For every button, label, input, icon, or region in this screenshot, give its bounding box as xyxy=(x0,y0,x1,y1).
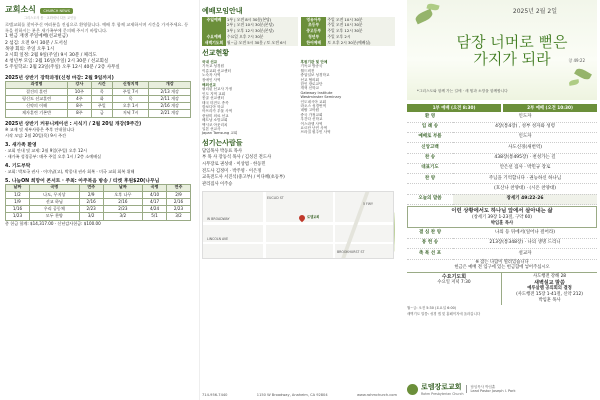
dawn-sermon-ref: (사도행전 15장 1-41절, 신약 212) xyxy=(516,292,583,298)
order-value: (호산나 찬양대) · (시온 찬양대) xyxy=(453,184,597,194)
map-label: W BROADWAY xyxy=(207,217,230,222)
announcement-item: 5 주일학교: 2월 23일(주일) 오후 12시 40분 / 2층 사무실 xyxy=(5,65,120,71)
table-header: 곡명 xyxy=(29,184,79,191)
table-cell: 8주 xyxy=(68,103,92,110)
schedule-value: 월~금 오전 5시 30분 / 토 오전 6시 xyxy=(226,40,298,46)
service-time: 수요일 저녁 7:30 xyxy=(437,280,471,286)
table-cell: 4/17 xyxy=(143,198,167,205)
leaf-icon xyxy=(414,9,434,25)
leader-item: 관리집사 이주승 xyxy=(202,181,233,187)
table-row xyxy=(6,198,191,205)
order-value: 주님을 기억합니다 · 권능하신 하나님 xyxy=(453,174,597,184)
leader-item: 부 목 사 장동석 목사 / 김성진 전도사 xyxy=(202,155,272,161)
dawn-note: 새벽기도 말씀: 성경 앱 및 홈페이지에 올라갑니다 xyxy=(407,311,481,316)
order-value: 438장(통495장) · 천성가는 길 xyxy=(453,153,597,163)
list-item: 베트남 소망교회 xyxy=(202,118,228,123)
order-label: 예배로 부름 xyxy=(407,132,453,142)
list-item: 한인 장로교단 xyxy=(300,81,323,86)
table-header: 곡명 xyxy=(143,184,167,191)
note-line: ※ 잠는 다함이 열려있습니다 xyxy=(475,259,529,265)
list-item: Westminster Seminary xyxy=(300,95,342,100)
church-brand xyxy=(407,382,597,396)
table-header: 개강 xyxy=(149,81,191,88)
list-item: 라오스 성경번역 xyxy=(300,103,326,108)
order-value: 213장(통348장) · 나의 생명 드리니 xyxy=(453,238,597,248)
class-line: 시작 모임: 2월 20일(목) 9시 주간 xyxy=(5,132,67,138)
leader-item: 교육전도사 서진석(중고부) / 이다혜(초등부) xyxy=(202,175,285,181)
table-cell: 8주 xyxy=(68,110,92,117)
school-schedule xyxy=(301,17,395,46)
table-cell: 1/2 xyxy=(6,191,30,198)
table-cell: 목 xyxy=(91,88,112,95)
announcement-item: 1 헌금 재생 주일예배(선교헌금) xyxy=(5,34,68,40)
table-row xyxy=(407,132,597,142)
table-cell: 4/10 xyxy=(143,191,167,198)
schedule-value: 주일 오후 2시 xyxy=(326,34,395,40)
weekday-services xyxy=(407,272,597,305)
church-name: 로뎀장로교회 xyxy=(421,383,462,391)
table-row xyxy=(407,163,597,173)
table-row xyxy=(6,103,191,110)
schedule-label: 영유아부 xyxy=(301,17,326,23)
bulletin-date: 2025년 2월 2일 xyxy=(512,8,557,15)
table-cell: 오후 1시 xyxy=(112,103,149,110)
schedule-value: 2부 | 오전 10시 30분(본당) xyxy=(226,23,298,29)
table-header: 강사 xyxy=(68,81,92,88)
list-item: Gateway Institute xyxy=(300,90,333,95)
dawn-sermon-title: 예루살렘 공의회의 결정 xyxy=(527,286,572,292)
leaders-list xyxy=(202,149,395,189)
sermon-series-title xyxy=(437,34,587,68)
service-tabs xyxy=(407,104,597,112)
table-row xyxy=(407,229,597,239)
table-cell: 1/9 xyxy=(6,198,30,205)
map-label: 로뎀교회 xyxy=(307,215,320,220)
newcomer-title: 3. 새가족 환영 xyxy=(5,142,37,148)
greeting-text: 로뎀교회를 찾아주신 여러분을 진심으로 환영합니다. 예배 후 함께 교제하시며 시간을 가져주세요. 등록을 원하시는 분은 새가족부에 문의해 주시기 바랍니다. xyxy=(5,22,189,34)
table-cell: 금 xyxy=(91,110,112,117)
table-row xyxy=(6,110,191,117)
schedule-label: 수요예배 xyxy=(202,34,226,40)
table-cell: 3/2 xyxy=(79,213,103,220)
list-item: 개혁 신학교 xyxy=(300,86,319,91)
table-cell: 나도, 무지상 xyxy=(29,191,79,198)
sermon-box xyxy=(407,206,597,228)
mission-head: 해외선교 xyxy=(202,82,216,87)
schedule-value: 주일 오전 10시 30분 xyxy=(326,17,395,23)
schedule-value: 주일 오후 12시 30분 xyxy=(326,29,395,35)
order-label: 봉 헌 송 xyxy=(407,238,453,248)
table-cell: 목 xyxy=(112,96,149,103)
schedule-label: 새벽기도회 xyxy=(202,40,226,46)
table-cell: 1/23 xyxy=(6,213,30,220)
title-line: 담장 너머로 뻗은 xyxy=(456,33,568,51)
table-cell: 결건의 훈련 xyxy=(6,88,68,95)
list-item: 인도 지역 교회 xyxy=(202,91,226,96)
table-cell: 오후 나무 xyxy=(103,191,142,198)
list-item: 멕시코 아웃리치 xyxy=(202,122,228,127)
dawn-preacher: 박임훈 목사 xyxy=(538,298,561,304)
table-row xyxy=(407,184,597,194)
order-label: 환 영 xyxy=(407,112,453,122)
map-label: EUCLID ST xyxy=(267,196,284,201)
church-logo-icon xyxy=(407,384,418,395)
sermon-ref: (창세기 39장 1-23절, 구약 60) xyxy=(472,215,532,221)
news-subtitle: 그리스도의 몸 · 교회에서 다음 교인들 xyxy=(24,16,77,20)
news-column xyxy=(0,0,195,400)
table-row xyxy=(6,213,191,220)
church-name-en: Rohm Presbyterian Church xyxy=(421,392,464,396)
list-item: 선교 협의회 xyxy=(300,77,319,82)
table-cell: 5/1 xyxy=(143,213,167,220)
order-of-worship xyxy=(407,112,597,205)
worship-schedule xyxy=(202,17,298,46)
table-cell: 4주 xyxy=(68,96,92,103)
table-cell: 2/16 xyxy=(103,198,142,205)
list-item: 노숙자 사역 xyxy=(202,73,221,78)
service-heading: 수요기도회 xyxy=(441,274,467,281)
table-cell: 2/9 xyxy=(167,191,191,198)
concert-title: 5. 나눔ON 희망어 콘서트 · 주최: 아주복음 방송 / 티켓 후원$20(나무님 xyxy=(5,178,160,184)
service-sub: 사도행전 강해 28 xyxy=(532,274,567,280)
list-item: 우간다 신학교 xyxy=(300,117,323,122)
list-item: 중남미 의료 선교 xyxy=(202,113,229,118)
table-row xyxy=(407,143,597,153)
prayer-title: 4. 기도부탁 xyxy=(5,163,31,169)
order-label: 대표기도 xyxy=(407,163,453,173)
list-item: 아프리카 우물 사역 xyxy=(202,109,233,114)
phone-text: 714-956-7440 xyxy=(202,393,228,397)
service-heading: 새벽설교 말씀 xyxy=(534,280,565,287)
prayer-text: · 교회: 박보국 권사 · 이미남(고), 박종내 권사 회복 · 미국 교회 회복 위해 xyxy=(5,168,135,174)
dawn-service xyxy=(502,273,597,305)
order-label xyxy=(407,184,453,194)
list-item: 이스라엘 사역 xyxy=(300,121,323,126)
table-cell: 신약의 이해 xyxy=(6,103,68,110)
announcement-item: 3 시회 일정: 2월 9일(주일) 9시 30분 / 체리도 xyxy=(5,53,97,59)
order-value: 4장(통4장) , 성부 성자와 성령 xyxy=(453,122,597,132)
table-row xyxy=(6,206,191,213)
news-badge: CHURCH NEWS xyxy=(40,8,73,14)
worship-order-column xyxy=(404,0,600,400)
table-cell: 2/11 개강 xyxy=(149,96,191,103)
list-item: 캄보디아 학교 xyxy=(202,104,224,109)
cover-note: *그리스도와 함께 가는 길에 · 새 힘과 소망을 함께합니다 xyxy=(417,89,508,93)
table-row xyxy=(6,88,191,95)
schedule-label: 주일예배 xyxy=(202,17,226,23)
order-value: 안은선 집사 · 박민규 장로 xyxy=(453,163,597,173)
tab-second-service[interactable]: 2부 예배 (오전 10:30) xyxy=(503,104,597,112)
announcement-item: 4 청년부 모임: 2월 16일(주일) 2시 30분 / 선교회실 xyxy=(5,59,109,65)
order-label: 찬 송 xyxy=(407,153,453,163)
list-item: 인도네시아 교회 xyxy=(300,99,326,104)
table-cell: 2/16 xyxy=(167,198,191,205)
map-label: 5 FWY xyxy=(363,202,373,207)
table-cell: 선교 하님 xyxy=(29,198,79,205)
table-cell: 2/21 개강 xyxy=(149,110,191,117)
info-column xyxy=(199,0,399,400)
list-item: 일본 선교사 xyxy=(202,127,221,131)
list-item: 이름교회 선교센터 xyxy=(202,68,231,73)
pastor-info xyxy=(466,385,515,394)
list-item: 중국 가정교회 xyxy=(300,112,323,117)
cover-banner xyxy=(407,0,597,100)
table-cell: 화 xyxy=(91,96,112,103)
order-value: 사도신경(새번역) xyxy=(453,143,597,153)
address-text: 1150 W Broadway, Anaheim, CA 92804 xyxy=(256,393,328,397)
table-cell: 2/16 xyxy=(79,198,103,205)
news-title: 교회소식 xyxy=(5,5,36,14)
table-cell: 1/16 xyxy=(6,206,30,213)
table-cell: 4/24 xyxy=(143,206,167,213)
announcement-list xyxy=(5,34,191,71)
table-cell: 2/16 개강 xyxy=(149,103,191,110)
course-table xyxy=(5,81,191,118)
table-cell: 평신도 선교훈련 xyxy=(6,96,68,103)
order-label: 오늘의 말씀 xyxy=(407,194,453,204)
order-value: 설교자 xyxy=(453,249,597,259)
list-item: 태국 미전도 종족 xyxy=(202,100,229,105)
table-cell: 주일 xyxy=(91,103,112,110)
schedule-value: 주일 오전 10시 30분 xyxy=(326,23,395,29)
table-header: 과정명 xyxy=(6,81,68,88)
preacher-name: 박임훈 목사 xyxy=(490,220,514,226)
order-value: 창세기 49:22-26 xyxy=(453,194,597,204)
order-value: 인도자 xyxy=(453,112,597,122)
table-row xyxy=(6,96,191,103)
schedule-label: 중고등부 xyxy=(301,29,326,35)
pastor-en: Lead Pastor Joseph I. Park xyxy=(470,389,516,393)
mission-title: 선교현황 xyxy=(202,48,230,57)
table-row xyxy=(407,249,597,259)
table-cell: 제자훈련 기본반 xyxy=(6,110,68,117)
mission-head: 후원기관 및 단체 xyxy=(300,59,328,64)
class-title: 2025년 상반기 커뮤니케이션 : 시식기 / 2월 20일 개강(9주간) xyxy=(5,121,142,127)
schedule-value: 수요일 오후 7시 30분 xyxy=(226,34,298,40)
class-line: ※ 교재 및 세부사항은 추후 안내합니다 xyxy=(5,126,75,132)
list-item: 기독교 방송국 xyxy=(300,64,323,69)
mission-list xyxy=(202,59,395,136)
schedule-label: 한어예배 xyxy=(301,40,326,46)
schedule-value: 토 오후 2시 30분(예배실) xyxy=(326,40,395,46)
table-cell: 2/23 xyxy=(167,206,191,213)
dawn-time: 월~금: 오전 5:30 (토요일 6:00) xyxy=(407,306,457,311)
table-cell: 저녁 7시 xyxy=(112,110,149,117)
table-header: 신청지역 xyxy=(112,81,149,88)
table-cell: 10주 xyxy=(68,88,92,95)
schedule-label: 초등부 xyxy=(301,23,326,29)
leaf-icon xyxy=(569,79,580,86)
list-item: 브라질 원주민 사역 xyxy=(300,130,331,135)
table-row xyxy=(6,191,191,198)
course-table-title: 2025년 상반기 장학과정(신청 마감: 2월 9일까지) xyxy=(5,75,114,81)
order-label: 결 심 찬 양 xyxy=(407,229,453,239)
order-label: 입 례 송 xyxy=(407,122,453,132)
table-cell: 2/9 xyxy=(79,191,103,198)
order-value: 인도자 xyxy=(453,132,597,142)
list-item: 네팔 고아원 xyxy=(300,108,319,113)
newcomer-line: · 새가족 성경공부: 매주 주일 오후 1시 / 2층 소예배실 xyxy=(5,153,102,159)
table-row xyxy=(407,174,597,184)
table-cell: 우리 공동체 xyxy=(29,206,79,213)
table-cell: 2/23 xyxy=(79,206,103,213)
pastor-ko: 담임목사 박임훈 xyxy=(470,384,496,389)
table-cell: 주일 7시 xyxy=(112,88,149,95)
contact-footer xyxy=(202,393,397,397)
newcomer-line: · 교회 안내 및 교제: 2월 9일(주일) 오후 12시 xyxy=(5,147,88,153)
schedule-value: 3부 | 오후 12시 30분(본당) xyxy=(226,29,298,35)
sermon-title: 이런 상황에서도 하나님 앞에서 살아내는 삶 xyxy=(451,208,553,215)
offering-total: 총 헌금 합계: $14,317.00 · 신년감사헌금: $100.00 xyxy=(5,220,101,226)
table-cell: 모두 찬양 xyxy=(29,213,79,220)
schedule-label: 청년부 xyxy=(301,34,326,40)
note-line: 헌금은 예배 전 입구에 있는 헌금함에 넣어주십시오 xyxy=(454,265,550,271)
table-header: 시간 xyxy=(91,81,112,88)
table-cell: 3/2 xyxy=(167,213,191,220)
order-label: 축 복 선 포 xyxy=(407,249,453,259)
table-header: 날짜 xyxy=(103,184,142,191)
leaders-title: 섬기는사람들 xyxy=(202,138,243,147)
leader-item: 시무장로 권성대 · 이상범 · 한동민 xyxy=(202,162,266,167)
table-cell: 2/13 개강 xyxy=(149,88,191,95)
table-row xyxy=(407,122,597,132)
list-item: 필리핀 선교사 가정 xyxy=(202,87,233,92)
tab-first-service[interactable]: 1부 예배 (오전 8:30) xyxy=(407,104,501,112)
map-label: BROOKHURST ST xyxy=(337,250,365,255)
table-cell: 2/23 xyxy=(103,206,142,213)
map-label: LINCOLN AVE xyxy=(207,237,229,242)
table-row xyxy=(407,238,597,248)
list-item: 요르단 난민 사역 xyxy=(300,126,328,130)
scripture-ref: 창 49:22 xyxy=(568,58,585,63)
list-item: Japan Tamsung 교회 xyxy=(202,131,238,136)
announcement-item: 2 섬김: 오전 9시 30분 / 도서실 xyxy=(5,40,68,46)
table-header: 연주 xyxy=(79,184,103,191)
order-label: 신앙고백 xyxy=(407,143,453,153)
website-link[interactable]: www.rohmchurch.com xyxy=(356,393,397,397)
table-row xyxy=(407,153,597,163)
location-map[interactable] xyxy=(202,191,394,259)
leader-item: 전도사 김정미 · 박주영 · 이은정 xyxy=(202,168,262,174)
table-row xyxy=(407,194,597,204)
wednesday-service xyxy=(407,273,502,305)
title-line: 가지가 되라 xyxy=(473,50,551,68)
announcement-item: 목양 회의: 주일 오후 1시 xyxy=(5,46,55,52)
offering-table xyxy=(5,184,191,221)
table-header: 연주 xyxy=(167,184,191,191)
map-pin-icon xyxy=(298,214,306,222)
list-item: 몽골 선교센터 xyxy=(202,96,224,101)
table-row xyxy=(407,112,597,122)
list-item: 중앙일보 성경학교 xyxy=(300,73,330,78)
list-item: 기독교 성경원 xyxy=(202,64,224,69)
leader-item: 담임목사 박동표 목사 xyxy=(202,148,243,154)
order-value: 나의 등 뒤에서(일어나 걸어라) xyxy=(453,229,597,239)
table-cell: 3/2 xyxy=(103,213,142,220)
mission-head: 국내 선교 xyxy=(202,59,218,64)
list-item: 장애인 사역 xyxy=(202,77,221,82)
worship-title: 예배모임안내 xyxy=(202,7,243,15)
closing-order xyxy=(407,229,597,260)
table-header: 날짜 xyxy=(6,184,30,191)
list-item: 월드비전 xyxy=(300,68,315,73)
schedule-value: 1부 | 오전 8시 30분(본당) xyxy=(226,17,298,23)
order-label: 찬 양 xyxy=(407,174,453,184)
